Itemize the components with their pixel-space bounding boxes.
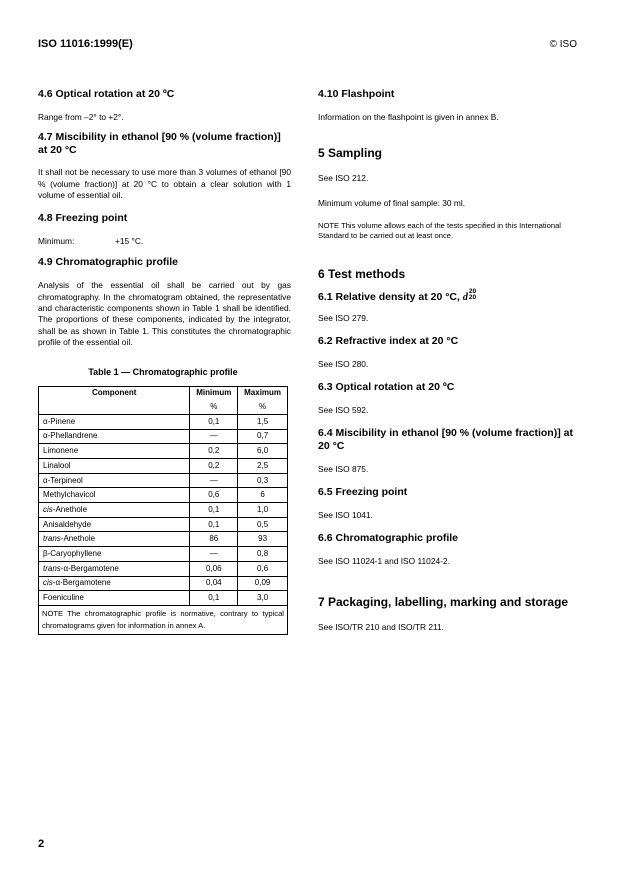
relative-density-subscript: 20 <box>468 294 477 302</box>
section-4-10-text: Information on the flashpoint is given in annex B. <box>318 112 499 122</box>
component-cell <box>39 576 190 591</box>
section-4-6-text: Range from –2° to +2°. <box>38 112 124 122</box>
minimum-cell: 0,04 <box>190 576 238 591</box>
maximum-cell: 2,5 <box>238 459 288 474</box>
maximum-cell: 0,6 <box>238 561 288 576</box>
table-row <box>39 414 288 429</box>
section-5-note: NOTE This volume allows each of the tests specified in this International Standard to be carried out at least once. <box>318 220 561 240</box>
left-column <box>38 88 291 635</box>
minimum-header: Minimum <box>190 386 238 400</box>
component-cell <box>39 429 190 444</box>
table-row <box>39 547 288 562</box>
relative-density-superscript: 20 <box>468 288 477 296</box>
minimum-cell: 0,2 <box>190 459 238 474</box>
minimum-cell: 0,06 <box>190 561 238 576</box>
minimum-unit: % <box>190 400 238 414</box>
maximum-cell: 93 <box>238 532 288 547</box>
component-cell <box>39 561 190 576</box>
section-4-7-text: It shall not be necessary to use more than 3 volumes of ethanol [90 % (volume fraction)] at 20 °C to obtain a clear solution with 1 volume of essential oil. <box>38 167 291 200</box>
component-name: -α-Bergamotene <box>60 563 119 573</box>
maximum-cell: 6,0 <box>238 444 288 459</box>
table-row <box>39 576 288 591</box>
page-number: 2 <box>38 838 45 850</box>
minimum-cell: 0,1 <box>190 591 238 606</box>
minimum-cell: — <box>190 429 238 444</box>
component-name: α-Phellandrene <box>43 431 98 441</box>
maximum-cell: 0,09 <box>238 576 288 591</box>
section-4-9-text: Analysis of the essential oil shall be carried out by gas chromatography. In the chromatogram obtained, the representative and characteristic components shown in Table 1 shall be identified. The proportions of these components, indicated by the integrator, shall be as shown in Table 1. This constitutes the chromatographic profile of the essential oil. <box>38 280 291 347</box>
table-row <box>39 473 288 488</box>
section-4-8-title: 4.8 Freezing point <box>38 212 128 225</box>
document-id: ISO 11016:1999(E) <box>38 38 133 50</box>
component-cell <box>39 547 190 562</box>
component-cell <box>39 414 190 429</box>
section-6-2-text: See ISO 280. <box>318 359 369 370</box>
maximum-cell: 1,0 <box>238 503 288 518</box>
relative-density-symbol: d <box>462 291 468 303</box>
section-6-5-title: 6.5 Freezing point <box>318 486 408 499</box>
component-header: Component <box>39 386 190 400</box>
section-4-10-title: 4.10 Flashpoint <box>318 88 395 100</box>
component-cell <box>39 532 190 547</box>
component-unit-empty <box>39 400 190 414</box>
maximum-header: Maximum <box>238 386 288 400</box>
component-cell <box>39 517 190 532</box>
table-header-row <box>39 386 288 400</box>
section-5-title: 5 Sampling <box>318 146 383 161</box>
section-6-5-text: See ISO 1041. <box>318 510 373 521</box>
section-6-4-text: See ISO 875. <box>318 463 369 474</box>
right-column <box>318 88 574 633</box>
section-6-4-title: 6.4 Miscibility in ethanol [90 % (volume fraction)] at 20 °C <box>318 426 573 452</box>
maximum-cell: 6 <box>238 488 288 503</box>
section-6-1-title <box>318 288 574 304</box>
component-cell <box>39 444 190 459</box>
table-row <box>39 444 288 459</box>
section-5-text-1: See ISO 212. <box>318 173 369 184</box>
table-note-row <box>39 605 288 634</box>
minimum-cell: 0,1 <box>190 517 238 532</box>
section-6-2-title: 6.2 Refractive index at 20 °C <box>318 335 459 348</box>
section-6-3-title: 6.3 Optical rotation at 20 ºC <box>318 381 455 394</box>
maximum-cell: 3,0 <box>238 591 288 606</box>
component-name: β-Caryophyllene <box>43 548 102 558</box>
component-name: -α-Bergamotene <box>52 578 111 588</box>
section-6-1-text: See ISO 279. <box>318 312 369 323</box>
maximum-cell: 0,3 <box>238 473 288 488</box>
copyright-mark: © ISO <box>549 39 577 50</box>
minimum-cell: 0,1 <box>190 503 238 518</box>
component-name: Linalool <box>43 460 71 470</box>
maximum-cell: 1,5 <box>238 414 288 429</box>
table-row <box>39 429 288 444</box>
component-prefix: cis <box>43 504 53 514</box>
component-name: α-Terpineol <box>43 475 83 485</box>
section-7-title: 7 Packaging, labelling, marking and storage <box>318 594 569 609</box>
table-row <box>39 561 288 576</box>
freezing-point-label: Minimum: <box>38 236 75 247</box>
section-4-6-title: 4.6 Optical rotation at 20 ºC <box>38 88 175 100</box>
minimum-cell: 0,1 <box>190 414 238 429</box>
table-row <box>39 591 288 606</box>
component-name: Anisaldehyde <box>43 519 92 529</box>
chromatographic-profile-table <box>38 386 288 635</box>
section-4-8-text <box>38 236 291 247</box>
freezing-point-value: +15 °C. <box>115 236 144 247</box>
component-name: Foeniculine <box>43 593 84 603</box>
table-row <box>39 503 288 518</box>
component-name: -Anethole <box>52 504 88 514</box>
component-cell <box>39 591 190 606</box>
section-4-7-title: 4.7 Miscibility in ethanol [90 % (volume fraction)] at 20 °C <box>38 131 281 157</box>
section-5-text-2: Minimum volume of final sample: 30 ml. <box>318 197 466 208</box>
component-cell <box>39 488 190 503</box>
table-row <box>39 532 288 547</box>
section-6-title: 6 Test methods <box>318 266 406 281</box>
minimum-cell: 0,2 <box>190 444 238 459</box>
component-name: Methylchavicol <box>43 490 96 500</box>
component-name: -Anethole <box>60 534 96 544</box>
component-prefix: cis <box>43 578 53 588</box>
table-note: NOTE The chromatographic profile is normative, contrary to typical chromatograms given for information in annex A. <box>39 605 288 634</box>
table-body <box>39 414 288 605</box>
table-row <box>39 517 288 532</box>
component-name: Limonene <box>43 446 79 456</box>
section-6-6-title: 6.6 Chromatographic profile <box>318 532 459 545</box>
minimum-cell: — <box>190 473 238 488</box>
maximum-cell: 0,7 <box>238 429 288 444</box>
section-4-9-title: 4.9 Chromatographic profile <box>38 256 179 269</box>
minimum-cell: 86 <box>190 532 238 547</box>
maximum-unit: % <box>238 400 288 414</box>
component-prefix: trans <box>43 563 61 573</box>
minimum-cell: 0,6 <box>190 488 238 503</box>
table-caption: Table 1 — Chromatographic profile <box>88 367 238 378</box>
maximum-cell: 0,8 <box>238 547 288 562</box>
component-prefix: trans <box>43 534 61 544</box>
component-cell <box>39 459 190 474</box>
section-6-1-title-text: 6.1 Relative density at 20 °C, <box>318 290 460 303</box>
component-cell <box>39 473 190 488</box>
section-6-6-text: See ISO 11024-1 and ISO 11024-2. <box>318 556 450 567</box>
table-unit-row <box>39 400 288 414</box>
minimum-cell: — <box>190 547 238 562</box>
section-7-text: See ISO/TR 210 and ISO/TR 211. <box>318 621 444 632</box>
component-cell <box>39 503 190 518</box>
component-name: α-Pinene <box>43 416 76 426</box>
table-row <box>39 459 288 474</box>
table-row <box>39 488 288 503</box>
maximum-cell: 0,5 <box>238 517 288 532</box>
section-6-3-text: See ISO 592. <box>318 405 369 416</box>
relative-density-indices <box>469 289 476 301</box>
